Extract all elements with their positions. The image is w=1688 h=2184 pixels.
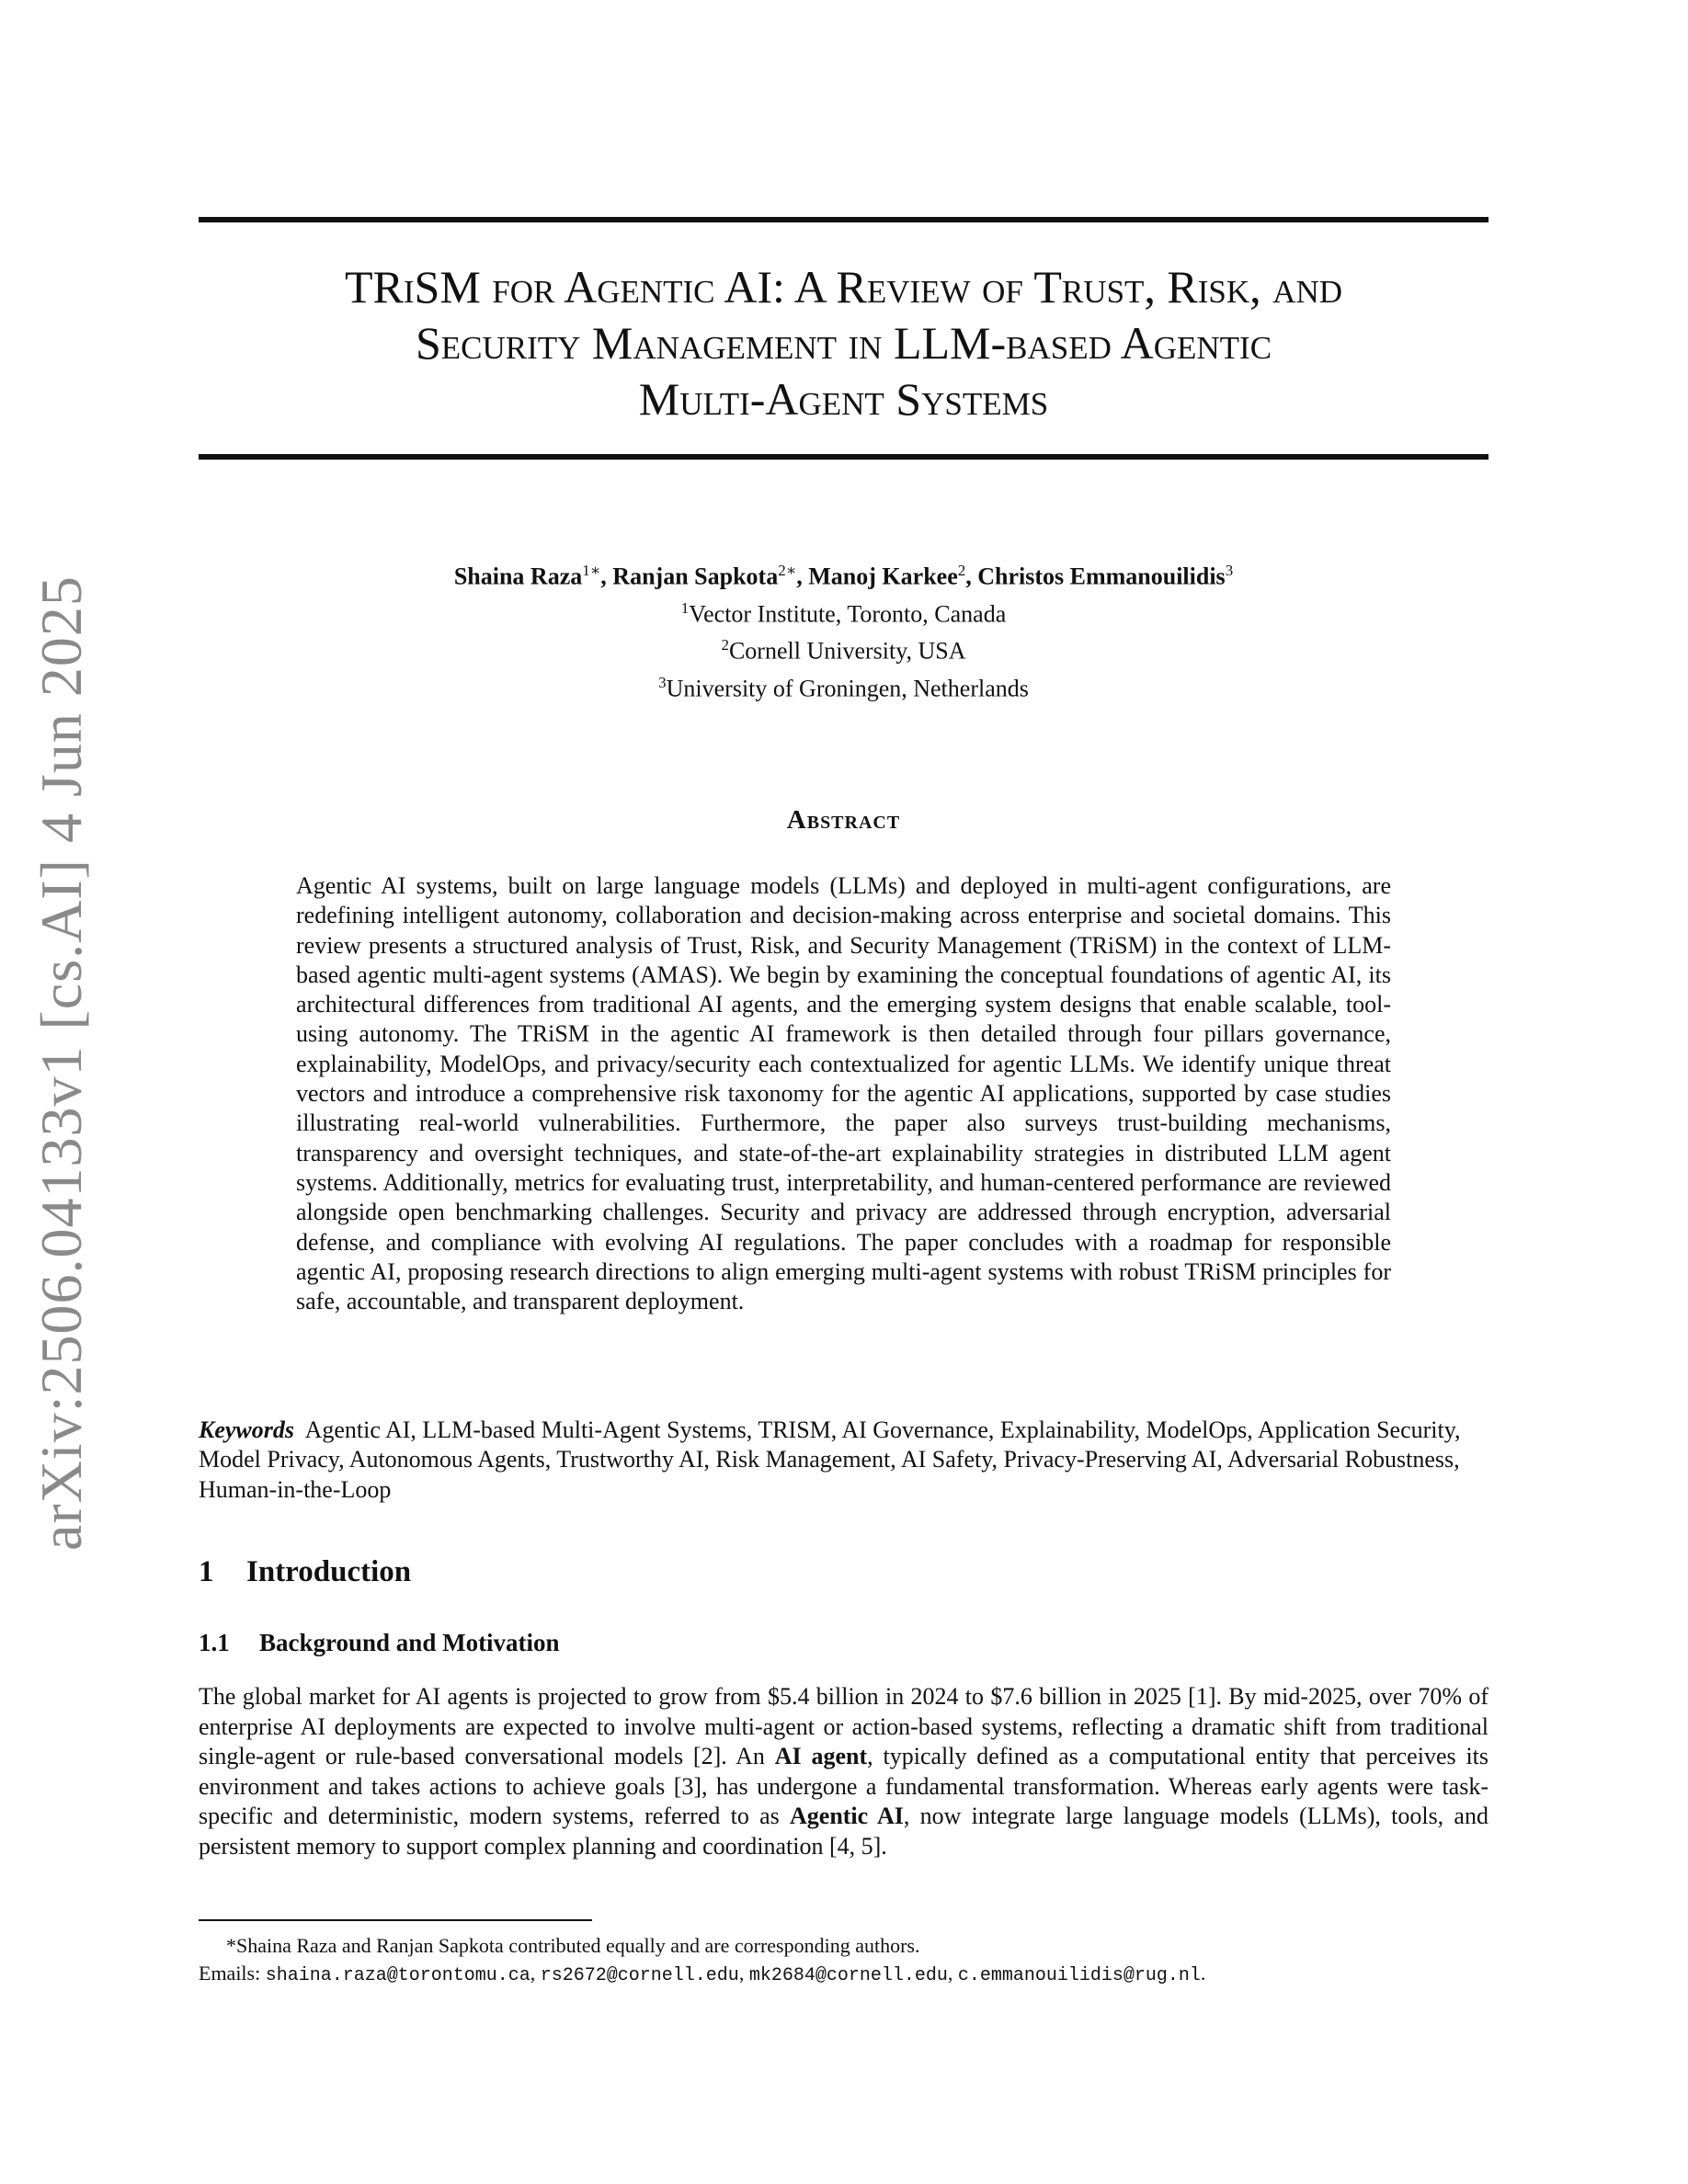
affiliation-text: University of Groningen, Netherlands	[666, 675, 1029, 702]
author-name: Ranjan Sapkota	[612, 563, 779, 590]
affiliation-text: Vector Institute, Toronto, Canada	[689, 600, 1007, 628]
abstract-text: Agentic AI systems, built on large language models (LLMs) and deployed in multi-agent configurations, are redefining intelligent autonomy, collaboration and decision-making across enterprise and societal domains. This review presents a structured analysis of Trust, Risk, and Security Management (TRiSM) in the context of LLM-based agentic multi-agent systems (AMAS). We begin by examining the conceptual foundations of agentic AI, its architectural differences from traditional AI agents, and the emerging system designs that enable scalable, tool-using autonomy. The TRiSM in the agentic AI framework is then detailed through four pillars governance, explainability, ModelOps, and privacy/security each contextualized for agentic LLMs. We identify unique threat vectors and introduce a comprehensive risk taxonomy for the agentic AI applications, supported by case studies illustrating real-world vulnerabilities. Furthermore, the paper also surveys trust-building mechanisms, transparency and oversight techniques, and state-of-the-art explainability strategies in distributed LLM agent systems. Additionally, metrics for evaluating trust, interpretability, and human-centered performance are reviewed alongside open benchmarking challenges. Security and privacy are addressed through encryption, adversarial defense, and compliance with evolving AI regulations. The paper concludes with a roadmap for responsible agentic AI, proposing research directions to align emerging multi-agent systems with robust TRiSM principles for safe, accountable, and transparent deployment.	[296, 872, 1391, 1315]
subsection-heading	[199, 1629, 560, 1657]
email-link[interactable]: rs2672@cornell.edu	[540, 1965, 739, 1986]
paragraph-text: , now integrate large language models (LLMs), tools, and persistent memory to support complex planning and coordination [4, 5].	[199, 1803, 1488, 1860]
abstract-heading: Abstract	[786, 805, 901, 835]
author-name: Manoj Karkee	[808, 563, 958, 590]
keywords-block	[199, 1416, 1488, 1505]
emphasis-term: Agentic AI	[790, 1803, 904, 1829]
author-names: Shaina Raza$^{1∗}$, Ranjan Sapkota$^{2∗}$, Manoj Karkee$^2$, Christos Emmanouilidis$^3$	[453, 562, 1234, 590]
paragraph-text: The global market for AI agents is projected to grow from $5.4 billion in 2024 to $7.6 billion in 2025 [1]. By mid-2025, over 70% of enterprise AI deployments are expected to involve multi-agent or action-based systems, reflecting a dramatic shift from traditional single-agent or rule-based conversational models [2]. An	[199, 1683, 1488, 1769]
author-name: Shaina Raza	[453, 563, 583, 590]
keywords-list: Agentic AI, LLM-based Multi-Agent Systems, TRISM, AI Governance, Explainability, ModelOps, Application Security, Model Privacy, Autonomous Agents, Trustworthy AI, Risk Management, AI Safety, Privacy-Preserving AI, Adversarial Robustness, Human-in-the-Loop	[199, 1416, 1461, 1503]
author-name: Christos Emmanouilidis	[977, 563, 1226, 590]
footnote-rule	[199, 1919, 592, 1921]
author-sup: 1∗	[582, 562, 601, 579]
subsection-title: Background and Motivation	[259, 1629, 560, 1656]
emphasis-term: AI agent	[774, 1743, 868, 1769]
title-line: Multi-Agent Systems	[638, 373, 1049, 425]
affiliation	[199, 630, 1488, 667]
section-title: Introduction	[246, 1555, 412, 1588]
email-link[interactable]: mk2684@cornell.edu	[748, 1965, 948, 1986]
affiliation-sup: 1	[680, 598, 690, 617]
title-rule-top	[199, 217, 1488, 222]
title-line: Security Management in LLM-based Agentic	[415, 317, 1272, 369]
author-sup: 2	[957, 562, 966, 579]
email-link[interactable]: shaina.raza@torontomu.ca	[265, 1965, 530, 1986]
footnote-text: *Shaina Raza and Ranjan Sapkota contributed equally and are corresponding authors.	[226, 1934, 920, 1957]
author-sup: 3	[1225, 562, 1234, 579]
affiliation	[199, 593, 1488, 631]
email-link[interactable]: c.emmanouilidis@rug.nl	[957, 1965, 1201, 1986]
affiliation-sup: 3	[658, 673, 667, 691]
keywords-label: Keywords	[199, 1416, 294, 1443]
subsection-number: 1.1	[199, 1629, 230, 1656]
intro-paragraph	[199, 1682, 1488, 1861]
author-block	[199, 555, 1488, 705]
affiliation-sup: 2	[721, 636, 729, 654]
affiliation	[199, 667, 1488, 705]
title-rule-bottom	[199, 454, 1488, 460]
section-number: 1	[199, 1555, 214, 1588]
paragraph-text: , typically defined as a computational entity that perceives its environment and takes actions to achieve goals [3], has undergone a fundamental transformation. Whereas early agents were task-specific and deterministic, modern systems, referred to as	[199, 1743, 1489, 1829]
section-heading	[199, 1555, 411, 1589]
footnote-block	[199, 1932, 1488, 1990]
title-line: TRiSM for Agentic AI: A Review of Trust, Risk, and	[344, 261, 1343, 313]
author-sup: 2∗	[778, 562, 797, 579]
affiliation-text: Cornell University, USA	[728, 637, 966, 665]
emails-label: Emails:	[199, 1962, 266, 1985]
emails-line: Emails: shaina.raza@torontomu.ca, rs2672@cornell.edu, mk2684@cornell.edu, c.emmanouilidis@rug.nl.	[199, 1962, 1206, 1986]
arxiv-identifier: arXiv:2506.04133v1 [cs.AI] 4 Jun 2025	[29, 575, 94, 1551]
paper-title	[199, 259, 1488, 427]
